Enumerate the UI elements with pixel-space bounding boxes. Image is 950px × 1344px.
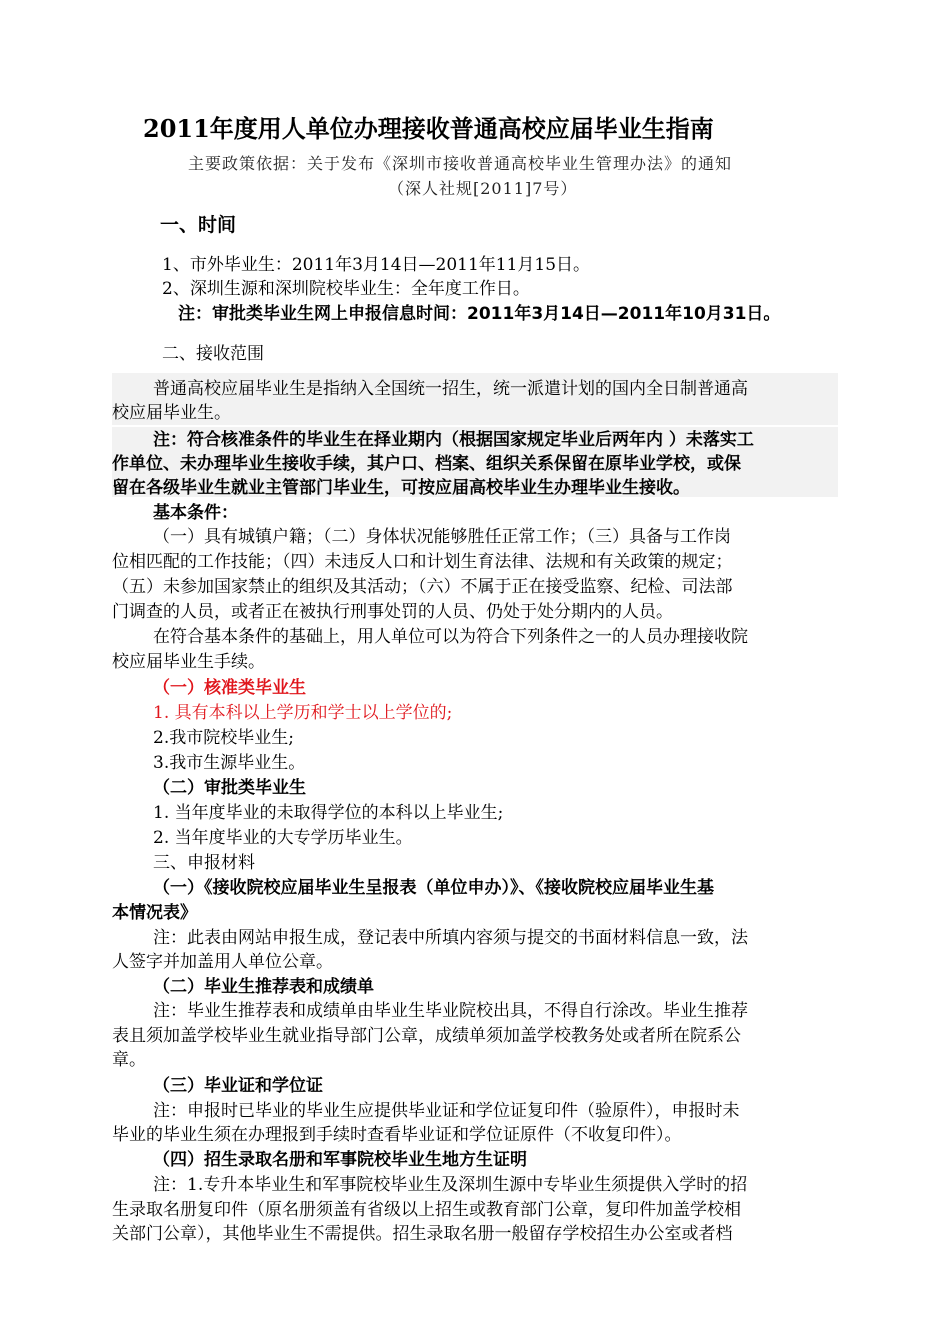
review-item1: 1. 当年度毕业的未取得学位的本科以上毕业生; [153, 803, 504, 823]
basic-conditions-line1: （一）具有城镇户籍；（二）身体状况能够胜任正常工作；（三）具备与工作岗 [153, 527, 731, 547]
policy-basis: 主要政策依据：关于发布《深圳市接收普通高校毕业生管理办法》的通知 [188, 154, 733, 173]
material2-note-line1: 注：毕业生推荐表和成绩单由毕业生毕业院校出具，不得自行涂改。毕业生推荐 [153, 1001, 748, 1021]
material1-note-line2: 人签字并加盖用人单位公章。 [112, 952, 333, 972]
section2-heading: 二、接收范围 [162, 344, 264, 364]
basic-conditions-line3: （五）未参加国家禁止的组织及其活动；（六）不属于正在接受监察、纪检、司法部 [112, 577, 733, 597]
section1-item1: 1、市外毕业生：2011年3月14日—2011年11月15日。 [162, 255, 591, 275]
material2-note-line3: 章。 [112, 1050, 146, 1070]
conditions-para-line1: 在符合基本条件的基础上，用人单位可以为符合下列条件之一的人员办理接收院 [153, 627, 748, 647]
material2-note-line2: 表且须加盖学校毕业生就业指导部门公章，成绩单须加盖学校教务处或者所在院系公 [112, 1026, 741, 1046]
section1-heading: 一、时间 [160, 214, 237, 236]
review-category-heading: （二）审批类毕业生 [153, 778, 306, 798]
material1-note-line1: 注：此表由网站申报生成，登记表中所填内容须与提交的书面材料信息一致，法 [153, 928, 748, 948]
material1-heading-line1: （一）《接收院校应届毕业生呈报表（单位申办）》、《接收院校应届毕业生基 [153, 878, 714, 898]
section1-item2: 2、深圳生源和深圳院校毕业生：全年度工作日。 [162, 279, 530, 299]
policy-doc-number: （深人社规[2011]7号） [388, 179, 578, 198]
section3-heading: 三、申报材料 [153, 853, 255, 873]
material3-note-line1: 注：申报时已毕业的毕业生应提供毕业证和学位证复印件（验原件），申报时未 [153, 1101, 740, 1121]
review-item2: 2. 当年度毕业的大专学历毕业生。 [153, 828, 413, 848]
material4-note-line2: 生录取名册复印件（原名册须盖有省级以上招生或教育部门公章，复印件加盖学校相 [112, 1200, 741, 1220]
material4-note-line3: 关部门公章），其他毕业生不需提供。招生录取名册一般留存学校招生办公室或者档 [112, 1224, 733, 1244]
approved-item2: 2.我市院校毕业生; [153, 728, 294, 748]
scope-para-line1: 普通高校应届毕业生是指纳入全国统一招生，统一派遣计划的国内全日制普通高 [153, 379, 748, 399]
section1-note: 注：审批类毕业生网上申报信息时间：2011年3月14日—2011年10月31日。 [178, 304, 781, 324]
material1-heading-line2: 本情况表》 [112, 903, 197, 923]
basic-conditions-heading: 基本条件： [153, 503, 238, 523]
scope-note-line1: 注：符合核准条件的毕业生在择业期内（根据国家规定毕业后两年内 ）未落实工 [153, 430, 754, 450]
material3-heading: （三）毕业证和学位证 [153, 1076, 323, 1096]
page-title: 2011年度用人单位办理接收普通高校应届毕业生指南 [143, 114, 714, 143]
scope-para-line2: 校应届毕业生。 [112, 403, 231, 423]
material4-heading: （四）招生录取名册和军事院校毕业生地方生证明 [153, 1150, 527, 1170]
material3-note-line2: 毕业的毕业生须在办理报到手续时查看毕业证和学位证原件（不收复印件）。 [112, 1125, 682, 1145]
approved-item1: 1. 具有本科以上学历和学士以上学位的; [153, 703, 453, 723]
scope-note-line2: 作单位、未办理毕业生接收手续，其户口、档案、组织关系保留在原毕业学校，或保 [112, 454, 741, 474]
basic-conditions-line4: 门调查的人员，或者正在被执行刑事处罚的人员、仍处于处分期内的人员。 [112, 602, 673, 622]
scope-note-line3: 留在各级毕业生就业主管部门毕业生，可按应届高校毕业生办理毕业生接收。 [112, 478, 690, 498]
basic-conditions-line2: 位相匹配的工作技能；（四）未违反人口和计划生育法律、法规和有关政策的规定； [112, 552, 733, 572]
approved-item3: 3.我市生源毕业生。 [153, 753, 306, 773]
material2-heading: （二）毕业生推荐表和成绩单 [153, 977, 374, 997]
approved-category-heading: （一）核准类毕业生 [153, 678, 306, 698]
conditions-para-line2: 校应届毕业生手续。 [112, 652, 265, 672]
material4-note-line1: 注：1.专升本毕业生和军事院校毕业生及深圳生源中专毕业生须提供入学时的招 [153, 1175, 748, 1195]
